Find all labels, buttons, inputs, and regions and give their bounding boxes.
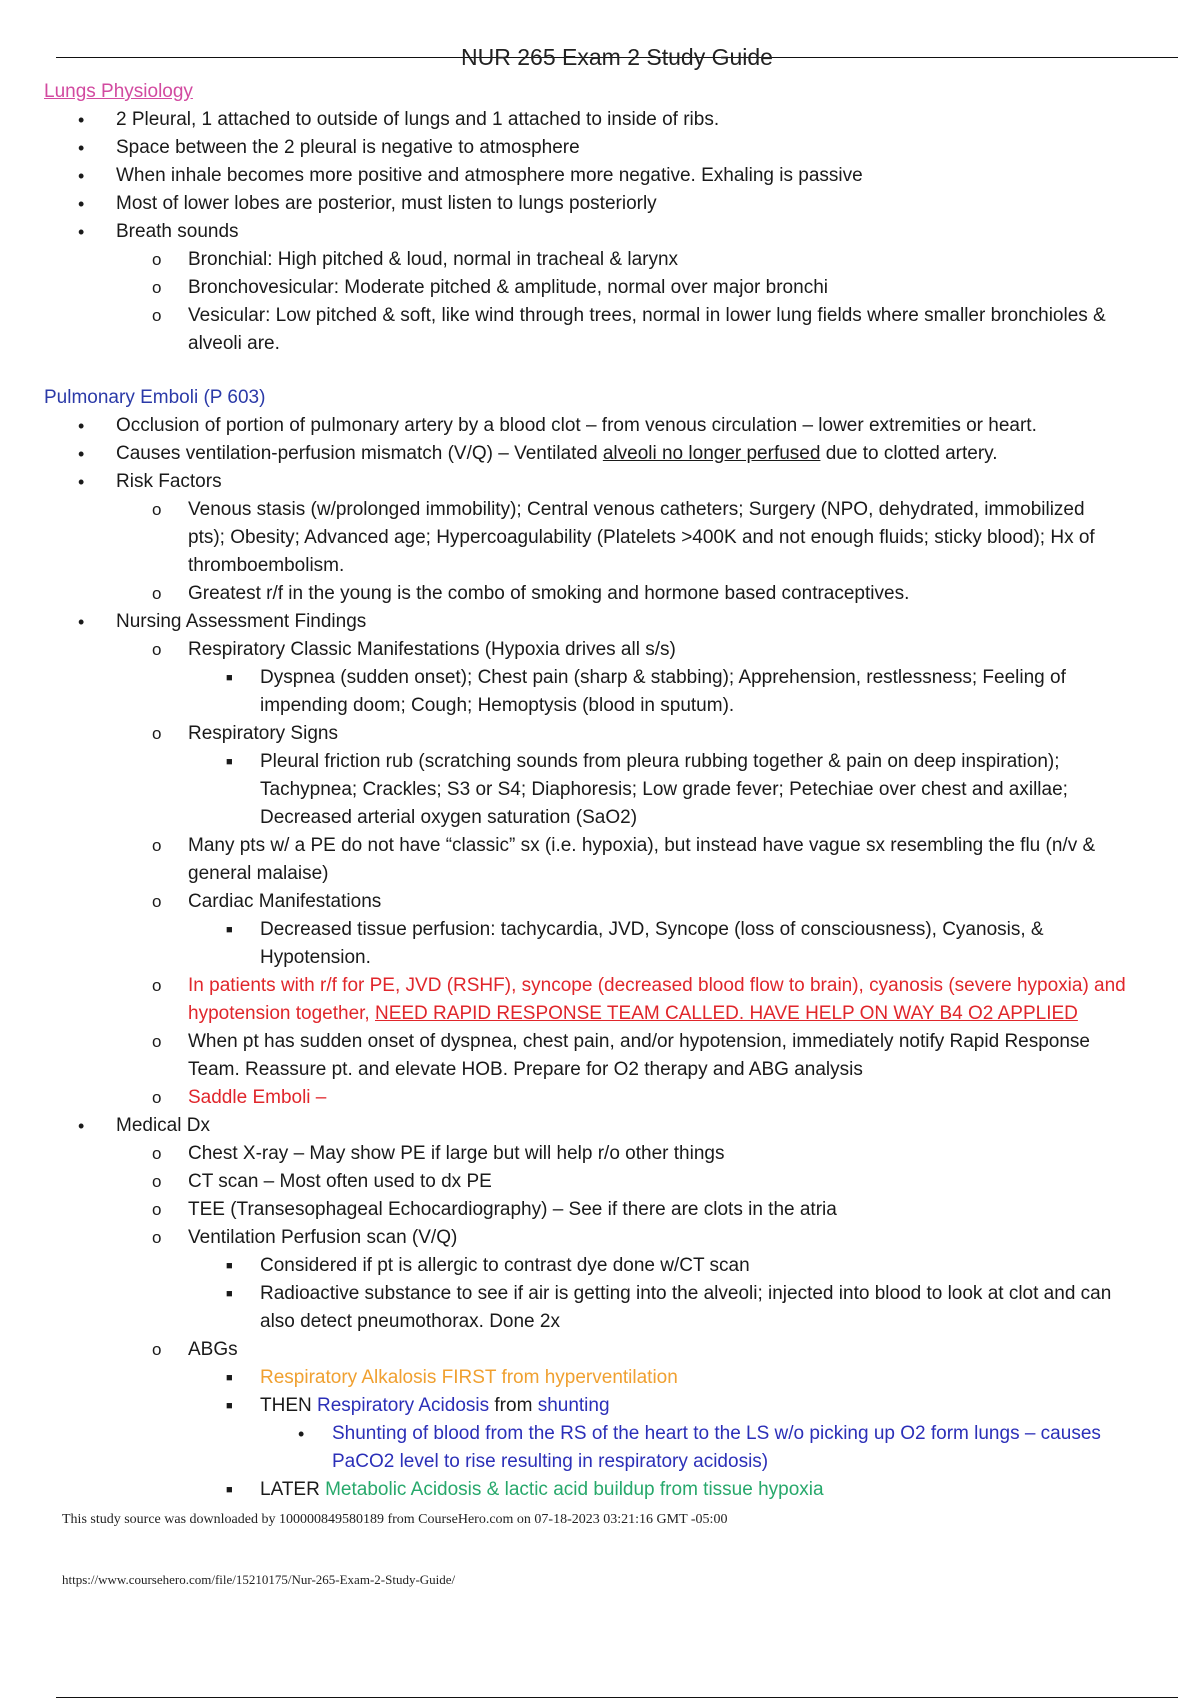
list-item: o When pt has sudden onset of dyspnea, chest pain, and/or hypotension, immediately notify Rapid Response <box>44 1028 1178 1056</box>
list-item: • Space between the 2 pleural is negative to atmosphere <box>44 134 1178 162</box>
square-bullet-icon: ■ <box>226 672 233 684</box>
list-item: ■ Decreased tissue perfusion: tachycardia, JVD, Syncope (loss of consciousness), Cyanosis, & <box>44 916 1178 944</box>
list-item: ■ Radioactive substance to see if air is getting into the alveoli; injected into blood to look at clot and can <box>44 1280 1178 1308</box>
list-item: • Breath sounds <box>44 218 1178 246</box>
list-item-continuation: pts); Obesity; Advanced age; Hypercoagulability (Platelets >400K and not enough fluids; sticky blood); Hx of <box>188 527 1095 548</box>
list-item: o CT scan – Most often used to dx PE <box>44 1168 1178 1196</box>
source-url-link[interactable]: https://www.coursehero.com/file/15210175/Nur-265-Exam-2-Study-Guide/ <box>62 1572 456 1587</box>
bullet-icon: • <box>78 194 85 214</box>
bullet-icon: • <box>78 166 85 186</box>
list-item: o Vesicular: Low pitched & soft, like wind through trees, normal in lower lung fields where smaller bronchioles & <box>44 302 1178 330</box>
circle-bullet-icon: o <box>152 976 162 995</box>
bullet-icon: • <box>78 110 85 130</box>
section-heading-pulmonary-emboli: Pulmonary Emboli (P 603) <box>44 387 266 408</box>
list-item: o Cardiac Manifestations <box>44 888 1178 916</box>
list-item: o Saddle Emboli – <box>44 1084 1178 1112</box>
list-item: • Medical Dx <box>44 1112 1178 1140</box>
page-title: NUR 265 Exam 2 Study Guide <box>461 44 773 70</box>
list-item: o Bronchial: High pitched & loud, normal in tracheal & larynx <box>44 246 1178 274</box>
bullet-icon: • <box>78 138 85 158</box>
circle-bullet-icon: o <box>152 1172 162 1191</box>
square-bullet-icon: ■ <box>226 756 233 768</box>
circle-bullet-icon: o <box>152 250 162 269</box>
circle-bullet-icon: o <box>152 724 162 743</box>
list-item: ■ Considered if pt is allergic to contrast dye done w/CT scan <box>44 1252 1178 1280</box>
bullet-icon: • <box>78 612 85 632</box>
list-item: o Chest X-ray – May show PE if large but will help r/o other things <box>44 1140 1178 1168</box>
footer-rule <box>56 1697 1178 1698</box>
square-bullet-icon: ■ <box>226 1400 233 1412</box>
list-item: • 2 Pleural, 1 attached to outside of lungs and 1 attached to inside of ribs. <box>44 106 1178 134</box>
list-item-continuation: thromboembolism. <box>188 555 345 576</box>
list-item-continuation: Hypotension. <box>260 947 371 968</box>
list-item-continuation: Decreased arterial oxygen saturation (SaO2) <box>260 807 638 828</box>
circle-bullet-icon: o <box>152 1088 162 1107</box>
list-item: o TEE (Transesophageal Echocardiography) – See if there are clots in the atria <box>44 1196 1178 1224</box>
list-item: • Causes ventilation-perfusion mismatch (V/Q) – Ventilated alveoli no longer perfused due to clotted artery. <box>44 440 1178 468</box>
list-item-continuation: general malaise) <box>188 863 329 884</box>
list-item-continuation: Tachypnea; Crackles; S3 or S4; Diaphoresis; Low grade fever; Petechiae over chest and axillae; <box>260 779 1068 800</box>
list-item: o Respiratory Signs <box>44 720 1178 748</box>
list-item: • Nursing Assessment Findings <box>44 608 1178 636</box>
list-item: ■ Dyspnea (sudden onset); Chest pain (sharp & stabbing); Apprehension, restlessness; Feeling of <box>44 664 1178 692</box>
list-item: ■ THEN Respiratory Acidosis from shunting <box>44 1392 1178 1420</box>
list-item: • Risk Factors <box>44 468 1178 496</box>
section-heading-lungs[interactable]: Lungs Physiology <box>44 81 193 102</box>
bullet-icon: • <box>298 1424 305 1444</box>
circle-bullet-icon: o <box>152 892 162 911</box>
list-item: o Ventilation Perfusion scan (V/Q) <box>44 1224 1178 1252</box>
list-item: ■ LATER Metabolic Acidosis & lactic acid buildup from tissue hypoxia <box>44 1476 1178 1504</box>
list-item-continuation: hypotension together, NEED RAPID RESPONSE TEAM CALLED. HAVE HELP ON WAY B4 O2 APPLIED <box>188 1003 1078 1024</box>
bullet-icon: • <box>78 444 85 464</box>
download-notice: This study source was downloaded by 100000849580189 from CourseHero.com on 07-18-2023 03:21:16 GMT -05:00 <box>62 1512 728 1527</box>
circle-bullet-icon: o <box>152 500 162 519</box>
list-item: • Most of lower lobes are posterior, must listen to lungs posteriorly <box>44 190 1178 218</box>
bullet-icon: • <box>78 416 85 436</box>
circle-bullet-icon: o <box>152 1340 162 1359</box>
list-item: • Occlusion of portion of pulmonary artery by a blood clot – from venous circulation – lower extremities or heart. <box>44 412 1178 440</box>
circle-bullet-icon: o <box>152 1144 162 1163</box>
list-item: ■ Respiratory Alkalosis FIRST from hyperventilation <box>44 1364 1178 1392</box>
square-bullet-icon: ■ <box>226 1288 233 1300</box>
list-item: • Shunting of blood from the RS of the heart to the LS w/o picking up O2 form lungs – causes <box>44 1420 1178 1448</box>
circle-bullet-icon: o <box>152 278 162 297</box>
list-item-continuation: alveoli are. <box>188 333 280 354</box>
list-item: • When inhale becomes more positive and atmosphere more negative. Exhaling is passive <box>44 162 1178 190</box>
list-item: o Bronchovesicular: Moderate pitched & amplitude, normal over major bronchi <box>44 274 1178 302</box>
circle-bullet-icon: o <box>152 836 162 855</box>
square-bullet-icon: ■ <box>226 924 233 936</box>
list-item-continuation: also detect pneumothorax. Done 2x <box>260 1311 560 1332</box>
bullet-icon: • <box>78 472 85 492</box>
list-item: o Respiratory Classic Manifestations (Hypoxia drives all s/s) <box>44 636 1178 664</box>
circle-bullet-icon: o <box>152 640 162 659</box>
circle-bullet-icon: o <box>152 306 162 325</box>
list-item: o Greatest r/f in the young is the combo of smoking and hormone based contraceptives. <box>44 580 1178 608</box>
circle-bullet-icon: o <box>152 1032 162 1051</box>
list-item: ■ Pleural friction rub (scratching sounds from pleura rubbing together & pain on deep inspiration); <box>44 748 1178 776</box>
list-item: o Venous stasis (w/prolonged immobility); Central venous catheters; Surgery (NPO, dehydrated, immobilized <box>44 496 1178 524</box>
bullet-icon: • <box>78 1116 85 1136</box>
list-item: o Many pts w/ a PE do not have “classic” sx (i.e. hypoxia), but instead have vague sx resembling the flu (n/v & <box>44 832 1178 860</box>
circle-bullet-icon: o <box>152 1228 162 1247</box>
document-body <box>44 78 1178 1504</box>
square-bullet-icon: ■ <box>226 1372 233 1384</box>
bullet-icon: • <box>78 222 85 242</box>
square-bullet-icon: ■ <box>226 1260 233 1272</box>
list-item-continuation: Team. Reassure pt. and elevate HOB. Prepare for O2 therapy and ABG analysis <box>188 1059 863 1080</box>
circle-bullet-icon: o <box>152 584 162 603</box>
list-item-continuation: impending doom; Cough; Hemoptysis (blood in sputum). <box>260 695 735 716</box>
square-bullet-icon: ■ <box>226 1484 233 1496</box>
circle-bullet-icon: o <box>152 1200 162 1219</box>
list-item: o ABGs <box>44 1336 1178 1364</box>
list-item-continuation: PaCO2 level to rise resulting in respiratory acidosis) <box>332 1451 769 1472</box>
list-item-warning: o In patients with r/f for PE, JVD (RSHF), syncope (decreased blood flow to brain), cyanosis (severe hypoxia) and <box>44 972 1178 1000</box>
